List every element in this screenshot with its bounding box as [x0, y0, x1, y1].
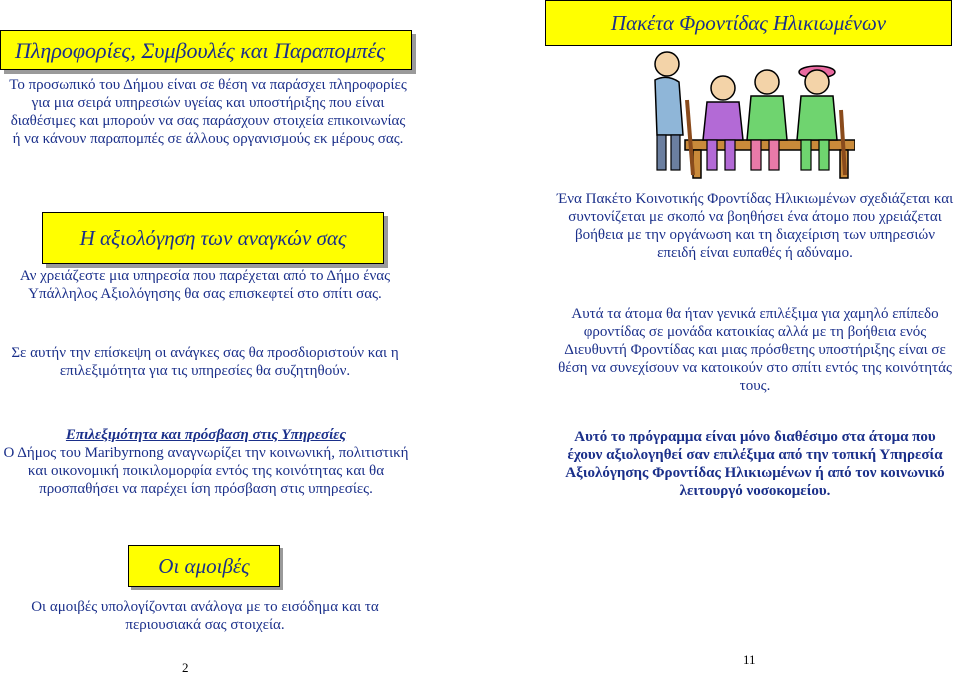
eligibility-section — [0, 426, 412, 498]
eligibility-heading: Επιλεξιμότητα και πρόσβαση στις Υπηρεσίες — [65, 427, 347, 443]
elderly-people-on-bench-icon — [645, 40, 855, 180]
aged-care-packages-title: Πακέτα Φροντίδας Ηλικιωμένων — [545, 0, 952, 46]
package-eligibility-note: Αυτό το πρόγραμμα είναι μόνο διαθέσιμο στα άτομα που έχουν αξιολογηθεί σαν επιλέξιμα από την τοπική Υπηρεσία Αξιολόγησης Φροντίδας Ηλικιωμένων ή από τον κοινωνικό λειτουργό νοσοκομείου. — [565, 429, 945, 499]
needs-paragraph-1: Αν χρειάζεστε μια υπηρεσία που παρέχεται από το Δήμο ένας Υπάλληλος Αξιολόγησης θα σας επισκεφτεί στο σπίτι σας. — [19, 268, 391, 302]
needs-assessment-heading: Η αξιολόγηση των αναγκών σας — [42, 212, 384, 264]
needs-paragraph-2: Σε αυτήν την επίσκεψη οι ανάγκες σας θα προσδιοριστούν και η επιλεξιμότητα για τις υπηρεσίες θα συζητηθούν. — [11, 345, 399, 379]
eligibility-text: Ο Δήμος του Maribyrnong αναγνωρίζει την κοινωνική, πολιτιστική και οικονομική ποικιλομορφία εντός της κοινότητας και θα προσπαθήσει να παρέχει ίση πρόσβαση στις υπηρεσίες. — [3, 445, 409, 497]
left-page — [0, 0, 415, 675]
package-paragraph-1: Ένα Πακέτο Κοινοτικής Φροντίδας Ηλικιωμένων σχεδιάζεται και συντονίζεται με σκοπό να βοηθήσει ένα άτομο που χρειάζεται βοήθεια με την οργάνωση και τη διαχείριση των υπηρεσιών επειδή είναι ευπαθές ή αδύναμο. — [556, 191, 954, 261]
package-paragraph-2: Αυτά τα άτομα θα ήταν γενικά επιλέξιμα για χαμηλό επίπεδο φροντίδας σε μονάδα κατοικίας αλλά με τη βοήθεια ενός Διευθυντή Φροντίδας και μιας πρόσθετης υποστήριξης είναι σε θέση να συνεχίσουν να κατοικούν στο σπίτι εντός της κοινότητάς τους. — [558, 306, 952, 394]
fees-heading: Οι αμοιβές — [128, 545, 280, 587]
intro-paragraph: Το προσωπικό του Δήμου είναι σε θέση να παράσχει πληροφορίες για μια σειρά υπηρεσιών υγείας και υποστήριξης που είναι διαθέσιμες και μπορούν να σας παράσχουν στοιχεία επικοινωνίας ή να κάνουν παραπομπές σε άλλους οργανισμούς εκ μέρους σας. — [9, 77, 407, 147]
page-number-right: 11 — [743, 652, 756, 667]
right-page — [535, 0, 960, 675]
fees-paragraph: Οι αμοιβές υπολογίζονται ανάλογα με το εισόδημα και τα περιουσιακά σας στοιχεία. — [31, 599, 379, 633]
page-number-left: 2 — [182, 660, 189, 675]
info-advice-title: Πληροφορίες, Συμβουλές και Παραπομπές — [0, 30, 412, 70]
